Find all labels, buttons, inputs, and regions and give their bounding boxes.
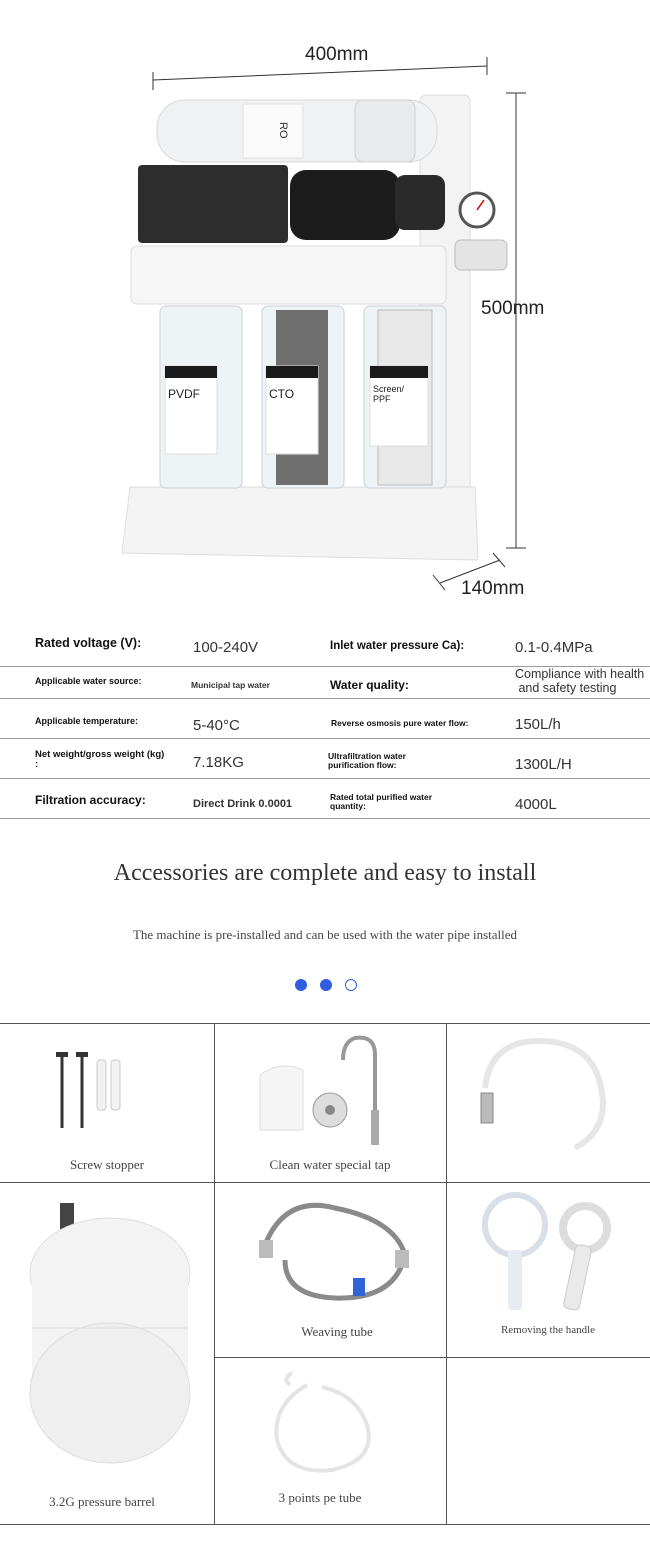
spec-table	[0, 622, 650, 819]
carousel-dot-1[interactable]	[295, 979, 307, 991]
screw-stopper-image	[45, 1048, 125, 1138]
spec-row	[0, 739, 650, 779]
spec-label: Rated total purified water quantity:	[330, 792, 433, 812]
spec-row	[0, 779, 650, 819]
spec-label: Applicable temperature:	[35, 716, 139, 726]
depth-dimension-label: 140mm	[461, 578, 525, 599]
carousel-dot-3[interactable]	[345, 979, 357, 991]
spec-value: 1300L/H	[515, 756, 572, 773]
spec-value: 150L/h	[515, 716, 561, 733]
accessory-label: Screw stopper	[69, 1157, 144, 1172]
accessory-label: 3 points pe tube	[278, 1490, 362, 1505]
spec-row	[0, 667, 650, 699]
cartridge-label-1: PVDF	[168, 387, 201, 401]
spec-value: Compliance with health and safety testing	[515, 667, 645, 695]
spec-label: Applicable water source:	[35, 676, 142, 686]
cartridge-label-3: Screen/ PPF	[373, 384, 405, 404]
spec-value: 5-40°C	[193, 717, 240, 734]
spec-label: Reverse osmosis pure water flow:	[331, 718, 469, 728]
spec-label: Rated voltage (V):	[35, 636, 142, 650]
spec-label: Inlet water pressure Ca):	[330, 640, 465, 652]
spec-value: Municipal tap water	[191, 680, 270, 690]
spec-label: Net weight/gross weight (kg) :	[35, 749, 165, 771]
spec-value: 7.18KG	[193, 754, 244, 771]
spec-label: Filtration accuracy:	[35, 793, 146, 807]
pe-tube-image	[262, 1365, 392, 1485]
carousel-dot-2[interactable]	[320, 979, 332, 991]
spec-row	[0, 622, 650, 667]
accessory-label: Weaving tube	[301, 1324, 373, 1339]
spec-label: Water quality:	[330, 678, 409, 692]
height-dimension-label: 500mm	[481, 298, 545, 319]
weaving-tube-image	[255, 1200, 415, 1310]
connecting-hose-image	[475, 1033, 615, 1153]
spec-value: 0.1-0.4MPa	[515, 639, 593, 656]
section-subheading: The machine is pre-installed and can be used with the water pipe installed	[132, 927, 518, 942]
ro-label: RO	[277, 122, 289, 139]
section-heading: Accessories are complete and easy to install	[113, 860, 537, 886]
water-purifier-illustration	[0, 0, 650, 620]
accessory-label: Removing the handle	[500, 1324, 596, 1336]
spec-label: Ultrafiltration water purification flow:	[328, 751, 406, 771]
accessory-label: Clean water special tap	[269, 1157, 391, 1172]
width-dimension-label: 400mm	[305, 44, 369, 65]
removing-handle-image	[480, 1190, 620, 1315]
spec-value: 100-240V	[193, 639, 259, 656]
cartridge-label-2: CTO	[269, 387, 295, 401]
product-image	[0, 0, 650, 620]
spec-value: Direct Drink 0.0001	[193, 798, 293, 810]
spec-row	[0, 699, 650, 739]
spec-value: 4000L	[515, 796, 557, 813]
accessory-label: 3.2G pressure barrel	[49, 1494, 155, 1509]
clean-water-tap-image	[255, 1030, 405, 1150]
pressure-barrel-image	[20, 1198, 195, 1478]
